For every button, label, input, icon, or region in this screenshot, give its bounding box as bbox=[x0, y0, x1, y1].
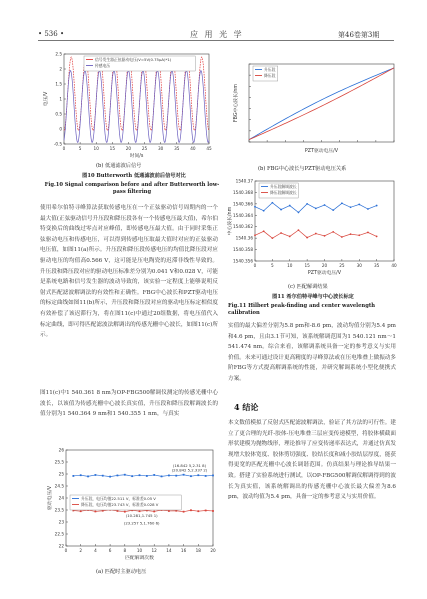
data-point bbox=[315, 208, 317, 210]
x-tick-label: 30 bbox=[356, 263, 362, 268]
data-point bbox=[306, 203, 308, 205]
y-tick-label: 22 bbox=[58, 543, 64, 549]
x-tick-label: 30 bbox=[157, 146, 164, 151]
x-tick-label: 35 bbox=[373, 263, 380, 268]
data-point bbox=[280, 209, 282, 211]
x-tick-label: 12 bbox=[151, 548, 157, 553]
data-point bbox=[95, 511, 97, 513]
data-point bbox=[289, 236, 291, 238]
data-point bbox=[183, 511, 185, 513]
data-point bbox=[263, 210, 265, 212]
fig11b-chart bbox=[225, 60, 400, 164]
data-point bbox=[124, 474, 126, 476]
point-annotation: (16.842 5,2.31 8) bbox=[172, 462, 207, 468]
data-point bbox=[146, 475, 148, 477]
fig10-caption-en: Fig.10 Signal comparison before and after Butterworth low-pass filtering bbox=[44, 182, 220, 195]
x-axis-label: 时间/s bbox=[129, 154, 144, 159]
data-point bbox=[109, 476, 111, 478]
y-tick-label: 26 bbox=[58, 447, 64, 453]
left-paragraph-1: 使用希尔伯特寻峰算法获取传感电压在一个正弦驱动信号周期内的一个最大值(正弦驱动信号升压段和降压段各有一个传感电压最大值)，希尔伯特变换后的曲线过零点对应峰值，即传感电压最大值。由于同时采集正弦驱动电压和传感电压，可以得到传感电压取最大值时对应的正弦驱动电压值，如图11(a)所示。升压段和降压段传感电压的均值比降压段对应驱动电压的均值高0.566 V，这可能是压电陶瓷的迟滞非线性导致的。升压段和降压段对应的驱动电压标准差分别为0.041 V和0.028 V，可能是系统电路和信号发生器的波动导致的，该实验一定程度上能够说明反射式匹配滤波解调法的有效性和正确性。FBG中心波长和PZT驱动电压的标定曲线如图11(b)所示，升压段和降压段对应的驱动电压标定相似度有效补偿了该迟滞行为，将在图11(c)中通过20组数据，将电压值代入标定曲线，即可得匹配滤波法解调出的传感光栅中心波长，如图11(c)所示。 bbox=[40, 205, 218, 339]
data-point bbox=[358, 204, 360, 206]
data-point bbox=[280, 232, 282, 234]
y-tick-label: 2.5 bbox=[55, 51, 62, 57]
data-point bbox=[95, 474, 97, 476]
legend-entry: 降压段，电压均值23.743 V，标准差0.028 V bbox=[81, 502, 159, 507]
data-point bbox=[190, 509, 192, 511]
y-tick-label: 23.5 bbox=[54, 507, 64, 513]
y-tick-label: 24.5 bbox=[54, 483, 64, 489]
data-point bbox=[153, 474, 155, 476]
data-point bbox=[306, 237, 308, 239]
x-tick-label: 5 bbox=[271, 263, 274, 268]
data-point bbox=[332, 209, 334, 211]
data-point bbox=[350, 233, 352, 235]
page-number: • 536 • bbox=[38, 30, 65, 38]
legend-entry: 传感电压 bbox=[95, 63, 111, 68]
data-point bbox=[102, 475, 104, 477]
data-point bbox=[183, 474, 185, 476]
x-tick-label: 14 bbox=[166, 548, 172, 553]
fig11-caption-en: Fig.11 Hilbert peak-finding and center wavelength calibration bbox=[228, 303, 375, 316]
data-point bbox=[168, 475, 170, 477]
x-tick-label: 20 bbox=[210, 548, 216, 553]
x-tick-label: 10 bbox=[136, 548, 143, 553]
fig10b-subcaption: (b) 低通滤波后信号 bbox=[96, 163, 142, 169]
legend-entry: 升压段 bbox=[264, 67, 276, 72]
data-point bbox=[271, 202, 273, 204]
x-tick-label: 15 bbox=[304, 263, 310, 268]
data-point bbox=[315, 233, 317, 235]
fig11c-chart bbox=[225, 177, 400, 281]
data-point bbox=[131, 475, 133, 477]
y-axis-label: 驱动电压/V bbox=[48, 485, 53, 511]
data-point bbox=[367, 208, 369, 210]
y-tick-label: 25 bbox=[58, 471, 64, 477]
x-tick-label: 8 bbox=[123, 548, 127, 553]
data-point bbox=[80, 474, 82, 476]
data-point bbox=[139, 474, 141, 476]
legend-entry: 信号发生器正弦驱动电压(V=5V(0.75μA)*1) bbox=[95, 57, 172, 62]
x-tick-label: 25 bbox=[339, 263, 345, 268]
fig11-caption-cn: 图11 希尔伯特寻峰与中心波长标定 bbox=[272, 294, 354, 300]
data-point bbox=[358, 234, 360, 236]
y-axis-label: 电压/V bbox=[44, 91, 49, 107]
point-annotation: (23.257 5,1.760 6) bbox=[123, 520, 160, 526]
data-point bbox=[117, 510, 119, 512]
y-tick-label: 25.5 bbox=[54, 459, 64, 465]
x-tick-label: 20 bbox=[125, 146, 132, 151]
x-tick-label: 0 bbox=[62, 146, 66, 151]
x-axis-label: PZT驱动电压/V bbox=[304, 149, 339, 154]
data-point bbox=[139, 510, 141, 512]
y-tick-label: -0.5 bbox=[53, 141, 62, 147]
x-tick-label: 20 bbox=[321, 263, 328, 268]
y-tick-label: 0 bbox=[59, 126, 62, 132]
x-tick-label: 40 bbox=[190, 146, 196, 151]
fig11b-subcaption: (b) FBG中心波长与PZT驱动电压关系 bbox=[258, 166, 347, 172]
legend-entry: 降压段解调波长 bbox=[270, 190, 297, 195]
x-tick-label: 18 bbox=[195, 548, 201, 553]
data-point bbox=[205, 510, 207, 512]
x-tick-label: 6 bbox=[108, 548, 112, 553]
series-line-rising bbox=[73, 475, 213, 477]
data-point bbox=[197, 474, 199, 476]
data-point bbox=[197, 510, 199, 512]
data-point bbox=[376, 205, 378, 207]
x-tick-label: 5 bbox=[78, 146, 82, 151]
x-tick-label: 35 bbox=[174, 146, 180, 151]
data-point bbox=[212, 510, 214, 512]
data-point bbox=[168, 510, 170, 512]
x-tick-label: 16 bbox=[180, 548, 187, 553]
x-tick-label: 15 bbox=[109, 146, 116, 151]
data-point bbox=[289, 205, 291, 207]
data-point bbox=[80, 510, 82, 512]
x-tick-label: 10 bbox=[93, 146, 99, 151]
x-axis-label: PZT驱动电压/V bbox=[307, 271, 342, 276]
data-point bbox=[341, 236, 343, 238]
data-point bbox=[376, 236, 378, 238]
data-point bbox=[350, 206, 352, 208]
fig12a-subcaption: (a) 匹配时主驱动电压 bbox=[96, 569, 147, 575]
data-point bbox=[298, 212, 300, 214]
data-point bbox=[324, 204, 326, 206]
right-paragraph-2: 本文数值模拟了反射式匹配滤波解调法，验证了其方法的可行性。建立了更合理的光纤-胶体-压电堆叠三层应变传递模型，将胶体横截面形状建模为抛物线形，理论推导了应变传递率表达式，并通过仿真发现增大胶体宽度、胶体剪切强度、胶结长度和减小胶结层厚度，能获得更宽的匹配光栅中心波长调谐范围。仿真结果与理论推导结果一致。搭建了实验系统进行测试，以OP-FBG500解调仪解调得到的波长为真实值，该系统解调出的传感光栅中心波长最大偏差为8.6 pm，波动均值为5.4 pm，具备一定的参考意义与实用价值。 bbox=[228, 420, 396, 501]
y-axis-label: 中心波长/nm bbox=[228, 206, 233, 236]
x-tick-label: 0 bbox=[64, 548, 68, 553]
left-paragraph-2: 图11(c)中1 540.361 8 nm为OP-FBG500解调仪测定的传感光栅中心波长，以该值为传感光栅中心波长真实值，升压段和降压段解调波长的值分别为1 540.364 9 nm和1 540.355 1 nm，与真实 bbox=[40, 390, 218, 418]
data-point bbox=[254, 234, 256, 236]
data-point bbox=[367, 232, 369, 234]
y-tick-label: 23 bbox=[58, 519, 64, 525]
y-tick-label: 22.5 bbox=[54, 531, 64, 537]
y-tick-label: 1540.37 bbox=[235, 178, 253, 184]
data-point bbox=[87, 476, 89, 478]
x-tick-label: 0 bbox=[253, 263, 257, 268]
volume-issue: 第46卷第3期 bbox=[338, 31, 380, 39]
journal-title: 应 用 光 学 bbox=[190, 30, 244, 39]
y-tick-label: 0.5 bbox=[55, 111, 62, 117]
data-point bbox=[153, 511, 155, 513]
y-axis-label: FBG中心波长/nm bbox=[234, 83, 239, 123]
data-point bbox=[263, 230, 265, 232]
data-point bbox=[341, 202, 343, 204]
x-tick-label: 40 bbox=[391, 263, 397, 268]
point-annotation: (20.842 5,2.337 2) bbox=[171, 467, 208, 473]
data-point bbox=[117, 475, 119, 477]
header-rule bbox=[38, 40, 394, 41]
legend-entry: 降压段 bbox=[264, 73, 276, 78]
x-tick-label: 45 bbox=[206, 146, 212, 151]
data-point bbox=[298, 229, 300, 231]
y-tick-label: 24 bbox=[58, 495, 64, 501]
y-tick-label: 1540.358 bbox=[233, 247, 253, 253]
fig11c-subcaption: (c) 匹配解调结果 bbox=[288, 284, 328, 290]
series-line-sensing-voltage bbox=[64, 71, 209, 143]
legend-entry: 升压段，电压均值22.511 V，标准差0.05 V bbox=[81, 496, 156, 501]
data-point bbox=[205, 475, 207, 477]
y-tick-label: 1540.362 bbox=[233, 224, 253, 230]
fig10-caption-cn: 图10 Butterworth 低通滤波前后信号对比 bbox=[82, 173, 186, 179]
x-tick-label: 4 bbox=[94, 548, 97, 553]
data-point bbox=[175, 475, 177, 477]
data-point bbox=[190, 475, 192, 477]
y-tick-label: 1540.366 bbox=[233, 201, 253, 207]
right-paragraph-1: 实值的最大偏差分别为5.8 pm和-8.6 pm，波动均值分别为5.4 pm和4.6 pm，且由3.1节可知，该系统解调范围为1 540.121 nm～1 541.474 nm。综合来看，该解调系统具备一定的参考意义与实用价值。未来可通过设计更高精度的寻峰算法或在压电堆叠上做振动多阶FBG等方式提高解调系统的性能，并研究解调系统小型化便携式方案。 bbox=[228, 323, 396, 382]
y-tick-label: 1540.356 bbox=[233, 258, 253, 264]
section-heading-conclusion: 4 结论 bbox=[234, 402, 259, 412]
y-tick-label: 1540.364 bbox=[233, 212, 253, 218]
y-tick-label: 1.5 bbox=[55, 81, 62, 87]
data-point bbox=[332, 231, 334, 233]
data-point bbox=[254, 206, 256, 208]
data-point bbox=[212, 475, 214, 477]
x-tick-label: 25 bbox=[141, 146, 148, 151]
y-tick-label: 1540.368 bbox=[233, 189, 253, 195]
data-point bbox=[324, 235, 326, 237]
fig12a-chart bbox=[44, 446, 219, 566]
legend-entry: 升压段解调波长 bbox=[270, 184, 297, 189]
data-point bbox=[161, 476, 163, 478]
data-point bbox=[271, 237, 273, 239]
y-tick-label: 2 bbox=[59, 66, 62, 72]
point-annotation: (10.281,1.745 1) bbox=[125, 513, 158, 519]
x-tick-label: 10 bbox=[287, 263, 293, 268]
x-axis-label: 匹配解调次数 bbox=[125, 556, 154, 561]
y-tick-label: 1 bbox=[59, 96, 62, 102]
x-tick-label: 2 bbox=[79, 548, 83, 553]
y-tick-label: 1540.36 bbox=[235, 235, 253, 241]
data-point bbox=[72, 475, 74, 477]
fig10b-chart bbox=[40, 48, 215, 164]
